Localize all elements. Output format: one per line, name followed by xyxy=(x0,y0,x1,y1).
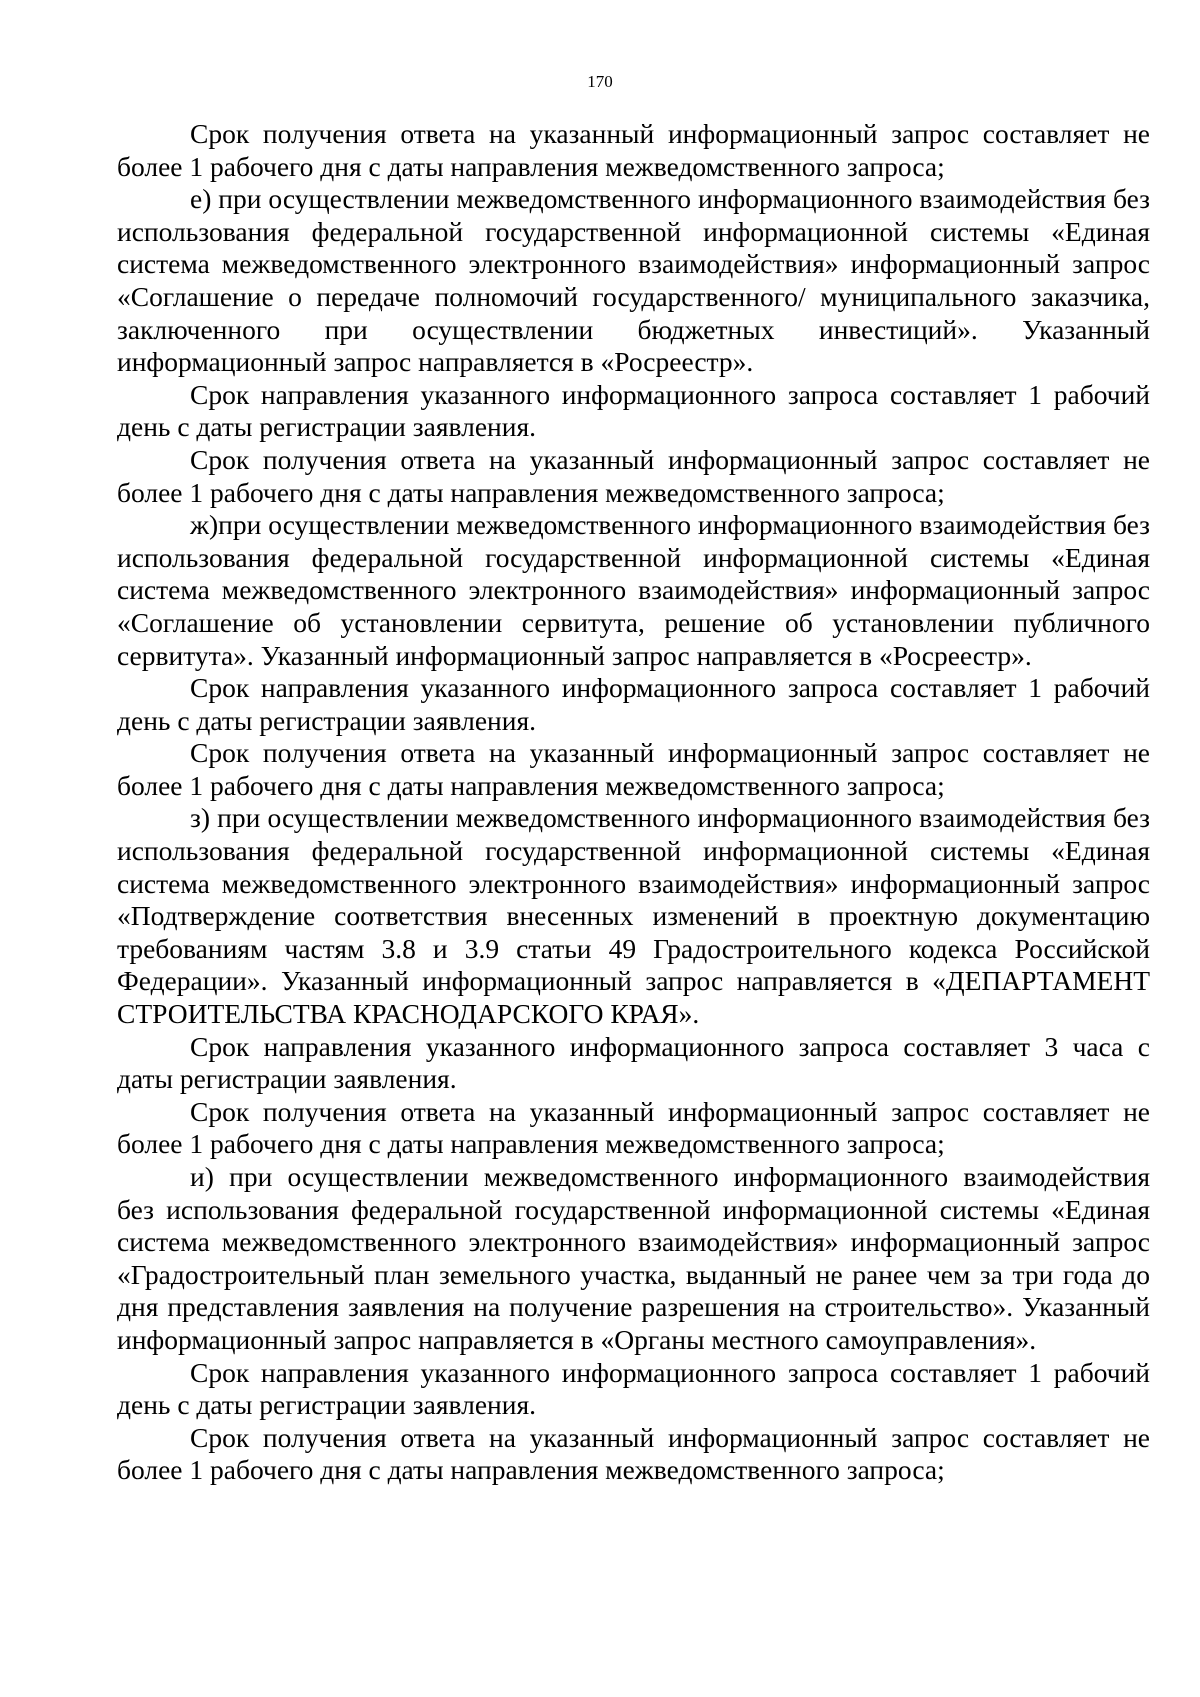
paragraph-response-term-i: Срок получения ответа на указанный информационный запрос составляет не более 1 рабочего дня с даты направления межведомственного запроса; xyxy=(117,1421,1150,1486)
paragraph-item-zh: ж)при осуществлении межведомственного информационного взаимодействия без использования федеральной государственной информационной системы «Единая система межведомственного электронного взаимодействия» информационный запрос «Соглашение об установлении сервитута, решение об установлении публичного сервитута». Указанный информационный запрос направляется в «Росреестр». xyxy=(117,509,1150,671)
page-number: 170 xyxy=(587,72,613,91)
paragraph-response-term-z: Срок получения ответа на указанный информационный запрос составляет не более 1 рабочего дня с даты направления межведомственного запроса; xyxy=(117,1095,1150,1160)
paragraph-response-term-zh: Срок получения ответа на указанный информационный запрос составляет не более 1 рабочего дня с даты направления межведомственного запроса; xyxy=(117,737,1150,801)
paragraph-item-z: з) при осуществлении межведомственного информационного взаимодействия без использования федеральной государственной информационной системы «Единая система межведомственного электронного взаимодействия» информационный запрос «Подтверждение соответствия внесенных изменений в проектную документацию требованиям частям 3.8 и 3.9 статьи 49 Градостроительного кодекса Российской Федерации». Указанный информационный запрос направляется в «ДЕПАРТАМЕНТ СТРОИТЕЛЬСТВА КРАСНОДАРСКОГО КРАЯ». xyxy=(117,802,1150,1030)
document-body xyxy=(117,118,1150,1487)
paragraph-item-i: и) при осуществлении межведомственного информационного взаимодействия без использования федеральной государственной информационной системы «Единая система межведомственного электронного взаимодействия» информационный запрос «Градостроительный план земельного участка, выданный не ранее чем за три года до дня представления заявления на получение разрешения на строительство». Указанный информационный запрос направляется в «Органы местного самоуправления». xyxy=(117,1161,1150,1355)
paragraph-response-term-e: Срок получения ответа на указанный информационный запрос составляет не более 1 рабочего дня с даты направления межведомственного запроса; xyxy=(117,443,1150,508)
paragraph-send-term-z: Срок направления указанного информационного запроса составляет 3 часа с даты регистрации заявления. xyxy=(117,1030,1150,1095)
paragraph-item-e: е) при осуществлении межведомственного информационного взаимодействия без использования федеральной государственной информационной системы «Единая система межведомственного электронного взаимодействия» информационный запрос «Соглашение о передаче полномочий государственного/ муниципального заказчика, заключенного при осуществлении бюджетных инвестиций». Указанный информационный запрос направляется в «Росреестр». xyxy=(117,183,1150,378)
paragraph-send-term-e: Срок направления указанного информационного запроса составляет 1 рабочий день с даты регистрации заявления. xyxy=(117,378,1150,443)
paragraph-send-term-i: Срок направления указанного информационного запроса составляет 1 рабочий день с даты регистрации заявления. xyxy=(117,1356,1150,1421)
paragraph-response-term-1: Срок получения ответа на указанный информационный запрос составляет не более 1 рабочего дня с даты направления межведомственного запроса; xyxy=(117,118,1150,182)
paragraph-send-term-zh: Срок направления указанного информационного запроса составляет 1 рабочий день с даты регистрации заявления. xyxy=(117,672,1150,736)
